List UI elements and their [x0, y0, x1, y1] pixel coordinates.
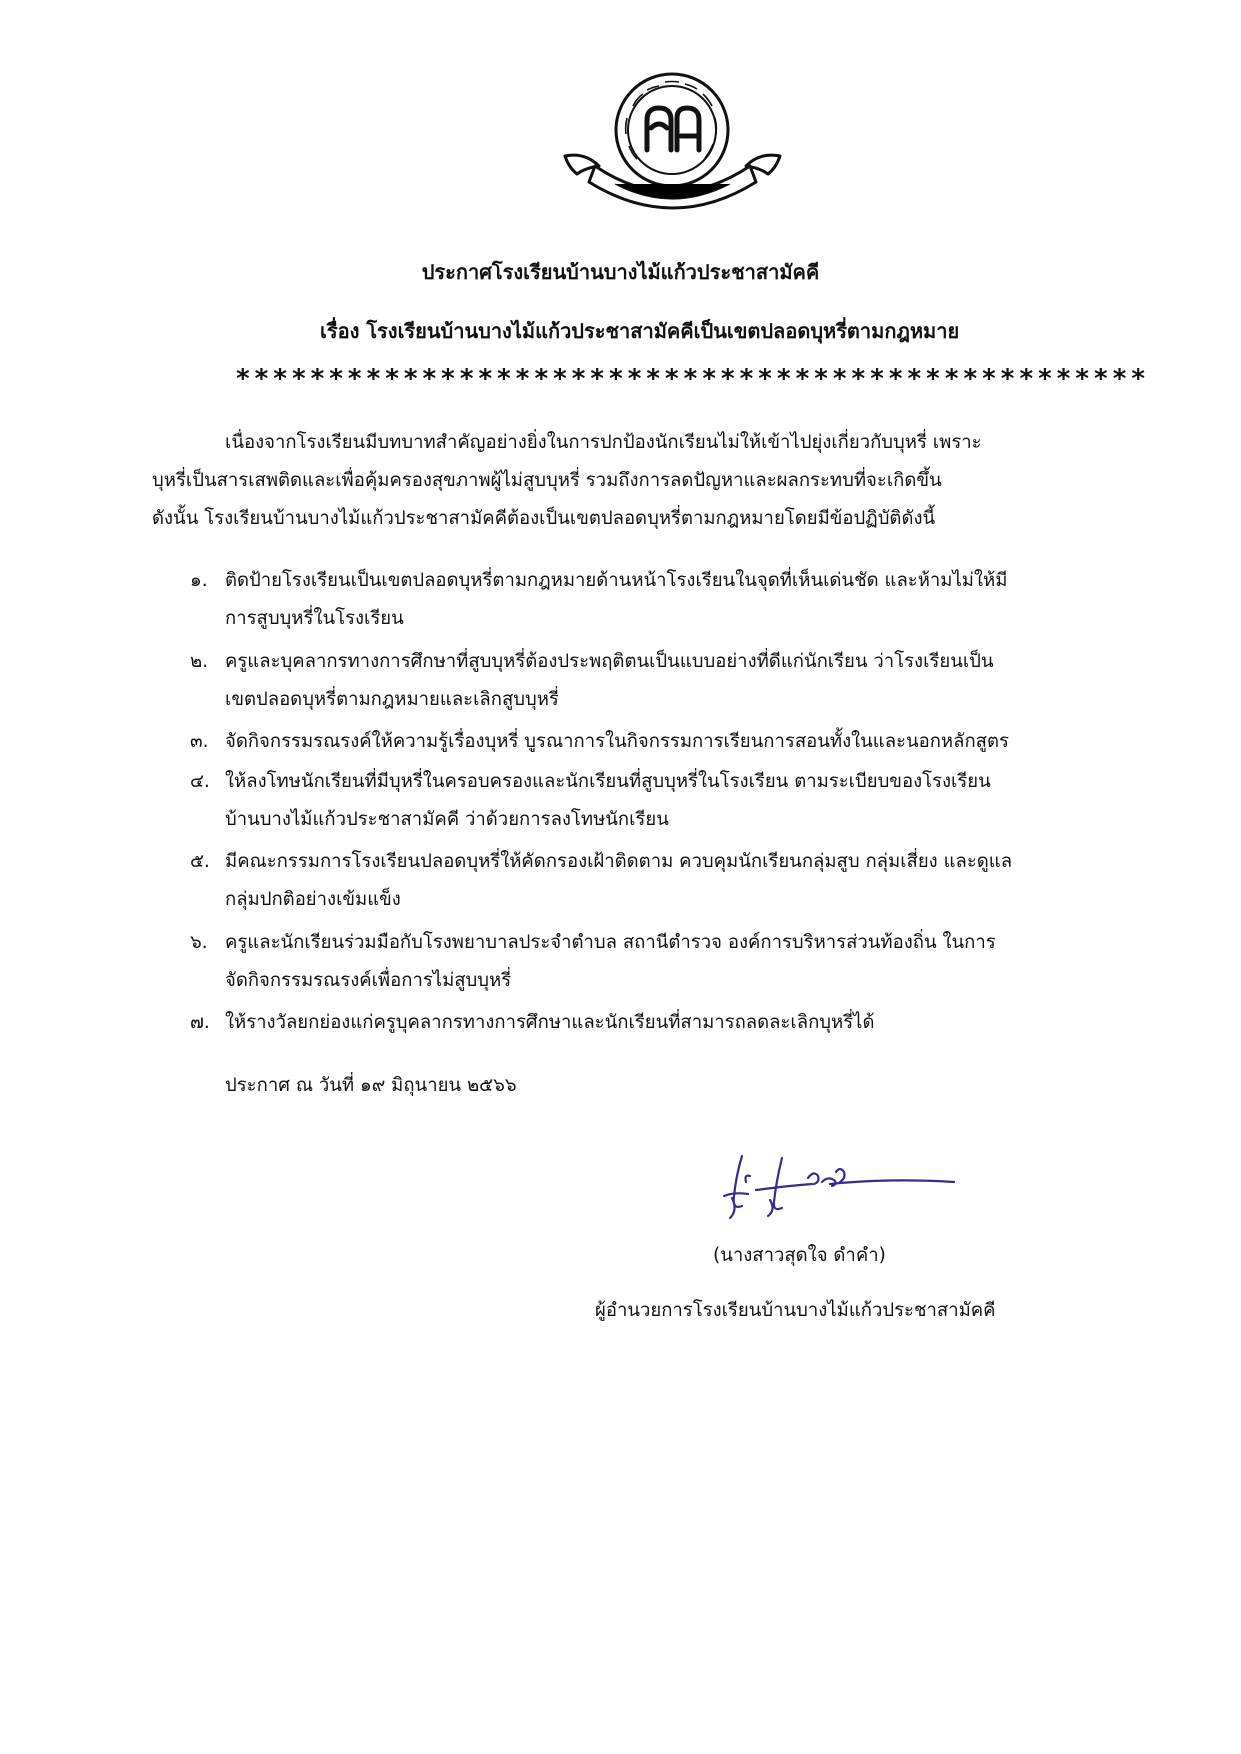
signer-name: (นางสาวสุดใจ ดำคำ) [713, 1245, 886, 1266]
item-number: ๕. [190, 851, 210, 872]
item-number: ๒. [190, 651, 209, 672]
intro-line: บุหรี่เป็นสารเสพติดและเพื่อคุ้มครองสุขภาพผู้ไม่สูบบุหรี่ รวมถึงการลดปัญหาและผลกระทบที่จะเกิดขึ้น [152, 470, 942, 491]
item-text: บ้านบางไม้แก้วประชาสามัคคี ว่าด้วยการลงโทษนักเรียน [225, 809, 669, 830]
item-text: กลุ่มปกติอย่างเข้มแข็ง [225, 889, 401, 910]
announcement-title: ประกาศโรงเรียนบ้านบางไม้แก้วประชาสามัคคี [421, 260, 820, 284]
announcement-date: ประกาศ ณ วันที่ ๑๙ มิถุนายน ๒๕๖๖ [225, 1075, 517, 1096]
item-number: ๔. [190, 771, 210, 792]
announcement-subject: เรื่อง โรงเรียนบ้านบางไม้แก้วประชาสามัคคีเป็นเขตปลอดบุหรี่ตามกฎหมาย [320, 319, 960, 343]
item-text: การสูบบุหรี่ในโรงเรียน [225, 608, 404, 629]
item-text: ครูและบุคลากรทางการศึกษาที่สูบบุหรี่ต้องประพฤติตนเป็นแบบอย่างที่ดีแก่นักเรียน ว่าโรงเรียนเป็น [225, 651, 994, 672]
item-text: เขตปลอดบุหรี่ตามกฎหมายและเลิกสูบบุหรี่ [225, 689, 559, 710]
item-text: มีคณะกรรมการโรงเรียนปลอดบุหรี่ให้คัดกรองเฝ้าติดตาม ควบคุมนักเรียนกลุ่มสูบ กลุ่มเสี่ยง และดูแล [225, 851, 1013, 872]
school-seal-logo [555, 68, 790, 233]
item-text: ครูและนักเรียนร่วมมือกับโรงพยาบาลประจำตำบล สถานีตำรวจ องค์การบริหารส่วนท้องถิ่น ในการ [225, 932, 996, 953]
intro-line: ดังนั้น โรงเรียนบ้านบางไม้แก้วประชาสามัคคีต้องเป็นเขตปลอดบุหรี่ตามกฎหมายโดยมีข้อปฏิบัติดังนี้ [152, 508, 936, 529]
item-number: ๗. [190, 1012, 210, 1033]
item-text: จัดกิจกรรมรณรงค์เพื่อการไม่สูบบุหรี่ [225, 970, 512, 991]
intro-line: เนื่องจากโรงเรียนมีบทบาทสำคัญอย่างยิ่งในการปกป้องนักเรียนไม่ให้เข้าไปยุ่งเกี่ยวกับบุหรี่ เพราะ [225, 432, 982, 453]
item-number: ๓. [190, 731, 209, 752]
item-number: ๑. [190, 570, 208, 591]
item-text: จัดกิจกรรมรณรงค์ให้ความรู้เรื่องบุหรี่ บูรณาการในกิจกรรมการเรียนการสอนทั้งในและนอกหลักสูตร [225, 731, 1009, 752]
item-text: ติดป้ายโรงเรียนเป็นเขตปลอดบุหรี่ตามกฎหมายด้านหน้าโรงเรียนในจุดที่เห็นเด่นชัด และห้ามไม่ให้มี [225, 570, 1008, 591]
star-separator: ************************************************* [235, 364, 1150, 394]
signature-image [712, 1138, 962, 1228]
item-text: ให้ลงโทษนักเรียนที่มีบุหรี่ในครอบครองและนักเรียนที่สูบบุหรี่ในโรงเรียน ตามระเบียบของโรงเรียน [225, 771, 991, 792]
signer-position: ผู้อำนวยการโรงเรียนบ้านบางไม้แก้วประชาสามัคคี [595, 1300, 996, 1321]
item-number: ๖. [190, 932, 208, 953]
item-text: ให้รางวัลยกย่องแก่ครูบุคลากรทางการศึกษาและนักเรียนที่สามารถลดละเลิกบุหรี่ได้ [225, 1012, 875, 1033]
